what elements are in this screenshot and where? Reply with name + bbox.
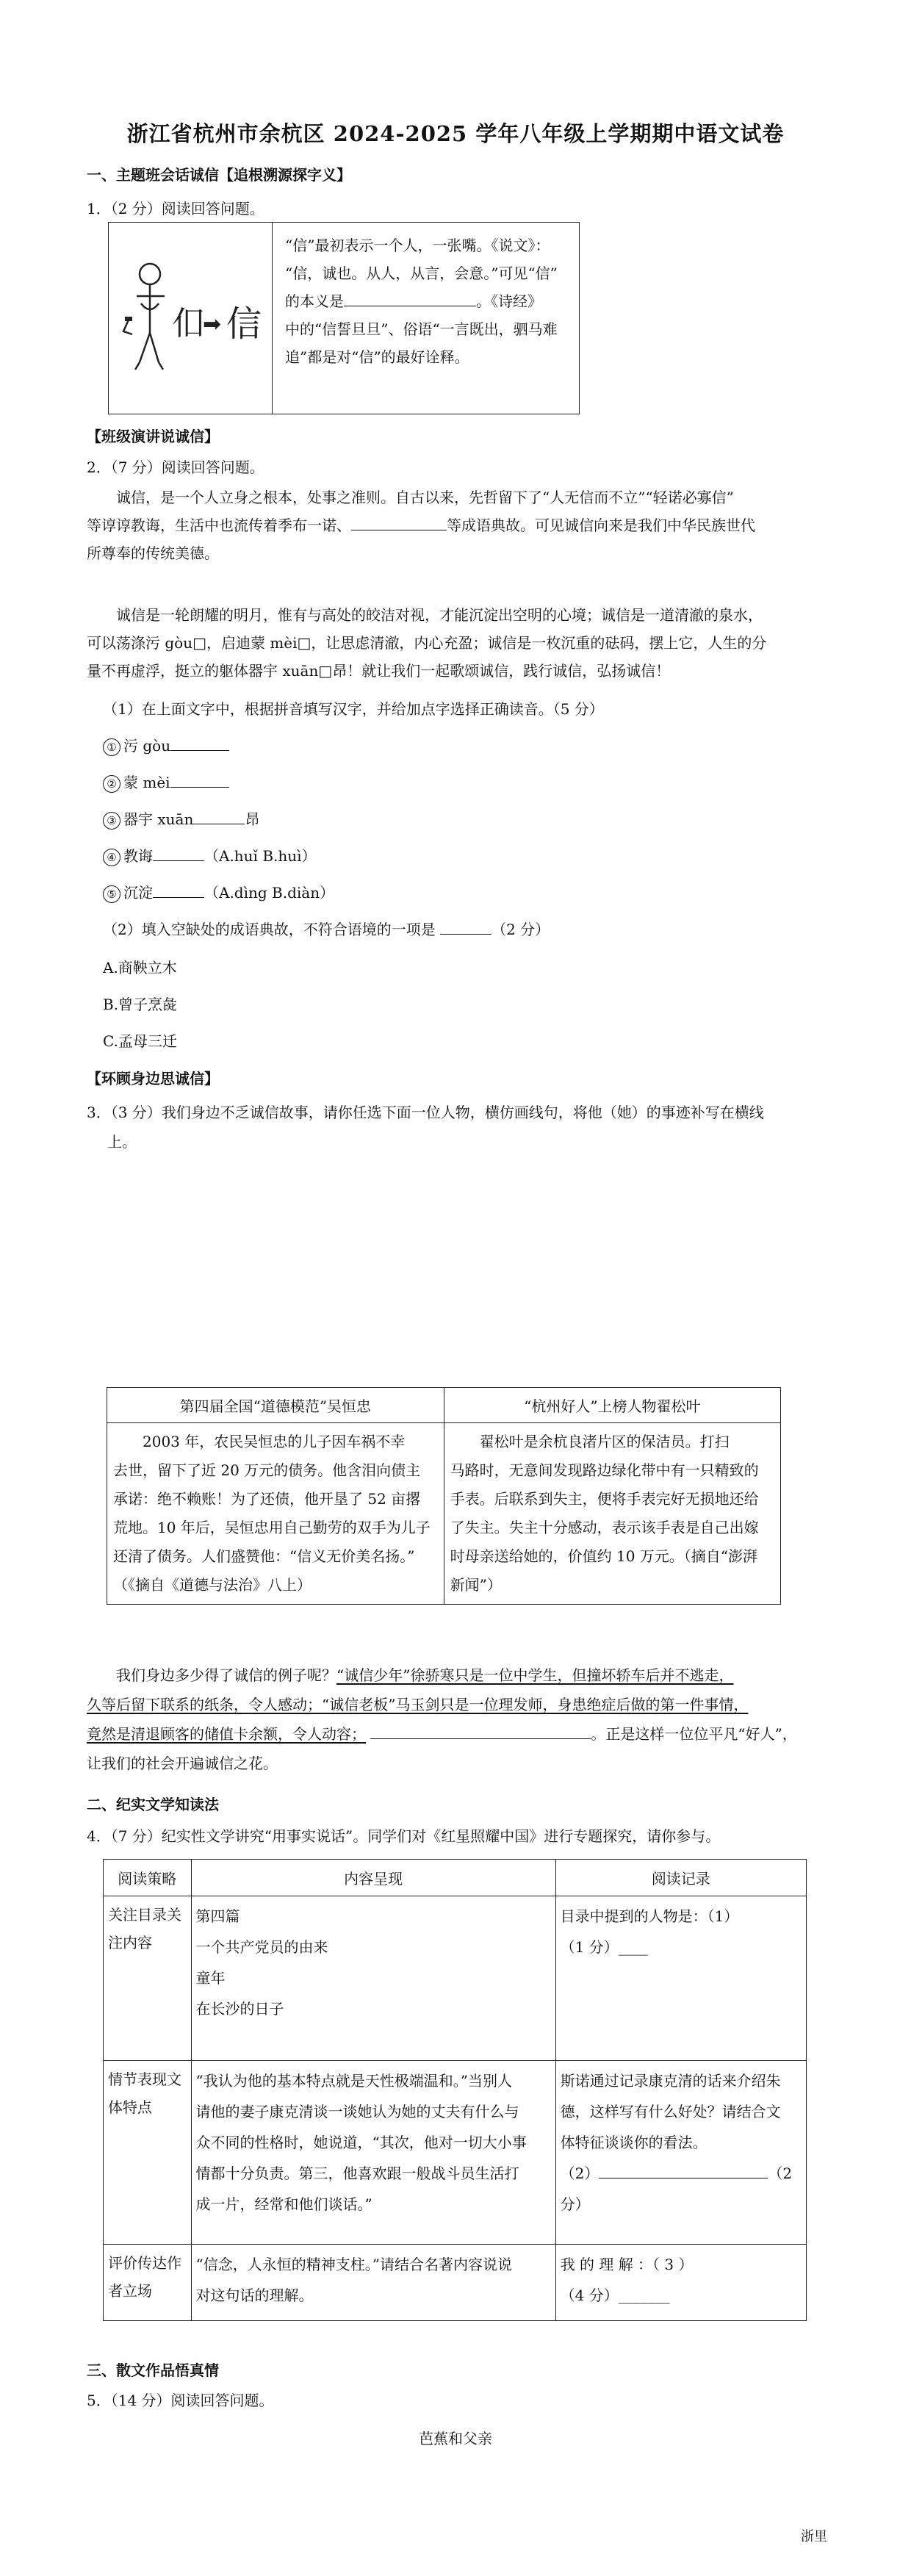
q2-sub-question-2: （2）填入空缺处的成语典故，不符合语境的一项是 （2 分） bbox=[103, 921, 550, 938]
ancient-xin-glyph-image bbox=[115, 245, 265, 392]
q5-number: 5．（14 分）阅读回答问题。 bbox=[87, 2392, 274, 2409]
q4-row2-content: “我认为他的基本特点就是天性极端温和。”当别人 请他的妻子康克清谈一谈她认为她的丈夫有什么与 众不同的性格时，她说道，“其次，他对一切大小事 情都十分负责。第三，他喜欢跟一般战斗员生活打 成一片，经常和他们谈话。” bbox=[191, 2061, 555, 2245]
q4-row3-strategy: 评价传达作 者立场 bbox=[104, 2245, 192, 2321]
q1-number: 1．（2 分）阅读回答问题。 bbox=[87, 200, 264, 217]
q4-row2-answer-blank[interactable] bbox=[599, 2165, 768, 2179]
q4-header-strategy: 阅读策略 bbox=[104, 1860, 192, 1896]
q2-option-b[interactable]: B.曾子烹彘 bbox=[103, 996, 178, 1013]
exam-title: 浙江省杭州市余杭区 2024-2025 学年八年级上学期期中语文试卷 bbox=[126, 121, 785, 146]
q2-paragraph-1: 诚信，是一个人立身之根本，处事之准则。自古以来，先哲留下了“人无信而不立”“轻诺必寡信” 等谆谆教诲，生活中也流传着季布一诺、 等成语典故。可见诚信向来是我们中华民族世代 所尊奉的传统美德。 bbox=[87, 489, 755, 562]
essay-title: 芭蕉和父亲 bbox=[419, 2430, 492, 2447]
q4-row1-strategy: 关注目录关 注内容 bbox=[104, 1896, 192, 2061]
q2-number: 2．（7 分）阅读回答问题。 bbox=[87, 458, 264, 476]
q1-line: “信”最初表示一个人，一张嘴。《说文》： bbox=[285, 237, 550, 254]
q4-reading-table bbox=[103, 1859, 807, 2321]
q4-header-record: 阅读记录 bbox=[555, 1860, 806, 1896]
q3-answer-paragraph: 我们身边多少得了诚信的例子呢？“诚信少年”徐骄寒只是一位中学生，但撞坏轿车后并不逃走， 久等后留下联系的纸条，令人感动；“诚信老板”马玉剑只是一位理发师，身患绝症后做的第一件事情， 竟然是清退顾客的储值卡余额，令人动容； 。正是这样一位位平凡“好人”， 让我们的社会开遍诚信之花。 bbox=[87, 1666, 797, 1772]
section-1-heading: 一、主题班会话诚信【追根溯源探字义】 bbox=[87, 166, 351, 184]
q2-item-2: ② 蒙 mèi bbox=[103, 771, 229, 794]
q4-row2-strategy: 情节表现文 体特点 bbox=[104, 2061, 192, 2245]
sub-heading-2: 【班级演讲说诚信】 bbox=[87, 428, 219, 445]
arrow-right-icon: ➡ bbox=[203, 312, 222, 337]
section-3-heading: 三、散文作品悟真情 bbox=[87, 2361, 219, 2379]
q1-line: “信，诚也。从人，从言，会意。”可见“信” bbox=[285, 265, 558, 282]
page-footer: 浙里 bbox=[801, 2529, 827, 2544]
q2-item-4: ④ 教诲 （A.huǐ B.huì） bbox=[103, 845, 317, 867]
q3-cell-right: 翟松叶是余杭良渚片区的保洁员。打扫 马路时，无意间发现路边绿化带中有一只精致的 手表。后联系到失主，便将手表完好无损地还给 了失主。失主十分感动，表示该手表是自己出嫁 时母亲送给她的，价值约 10 万元。（摘自“澎湃 新闻”） bbox=[444, 1423, 780, 1605]
glyph-yan: 㐰 bbox=[172, 305, 204, 342]
q3-header-right: “杭州好人”上榜人物翟松叶 bbox=[444, 1388, 780, 1423]
q4-row1-content: 第四篇 一个共产党员的由来 童年 在长沙的日子 bbox=[191, 1896, 555, 2061]
q2-paragraph-2: 诚信是一轮朗耀的明月，惟有与高处的皎洁对视，才能沉淀出空明的心境；诚信是一道清澈的泉水， 可以荡涤污 gòu□，启迪蒙 mèi□，让思虑清澈，内心充盈；诚信是一枚沉重的砝码，摆上它，人生的分 量不再虚浮，挺立的躯体器宇 xuān□昂！就让我们一起歌颂诚信，践行诚信，弘扬诚信！ bbox=[87, 606, 767, 680]
q1-line: 追”都是对“信”的最好诠释。 bbox=[285, 348, 469, 366]
q1-text bbox=[285, 231, 572, 371]
q2-item-5: ⑤ 沉淀 （A.dìng B.diàn） bbox=[103, 882, 334, 904]
q1-line-answer: 的本义是 。《诗经》 bbox=[285, 292, 542, 310]
q4-header-content: 内容呈现 bbox=[191, 1860, 555, 1896]
q3-people-table bbox=[107, 1387, 781, 1605]
q4-row3-content: “信念，人永恒的精神支柱。”请结合名著内容说说 对这句话的理解。 bbox=[191, 2245, 555, 2321]
section-2-heading: 二、纪实文学知读法 bbox=[87, 1796, 219, 1813]
q4-row3-record: 我 的 理 解 ：（ 3 ） （4 分）_______ bbox=[555, 2245, 806, 2321]
q2-item-1: ① 污 gòu bbox=[103, 735, 229, 757]
q3-answer-blank[interactable] bbox=[370, 1725, 591, 1739]
sub-heading-3: 【环顾身边思诚信】 bbox=[87, 1070, 219, 1087]
q3-number: 3．（3 分）我们身边不乏诚信故事，请你任选下面一位人物，横仿画线句，将他（她）的事迹补写在横线 上。 bbox=[87, 1104, 764, 1151]
q2-item-3: ③ 器宇 xuān 昂 bbox=[103, 808, 259, 830]
q1-figure-box bbox=[108, 222, 580, 414]
q4-row1-record: 目录中提到的人物是：（1） （1 分）____ bbox=[555, 1896, 806, 2061]
q2-option-c[interactable]: C.孟母三迁 bbox=[103, 1032, 177, 1050]
q2-option-a[interactable]: A.商鞅立木 bbox=[103, 959, 177, 976]
q2-choice-blank[interactable] bbox=[440, 921, 491, 935]
q4-number: 4．（7 分）纪实性文学讲究“用事实说话”。同学们对《红星照耀中国》进行专题探究，请你参与。 bbox=[87, 1827, 721, 1845]
q3-header-left: 第四届全国“道德模范”吴恒忠 bbox=[107, 1388, 444, 1423]
q1-answer-blank[interactable] bbox=[344, 292, 476, 306]
q3-cell-left: 2003 年，农民吴恒忠的儿子因车祸不幸 去世，留下了近 20 万元的债务。他含泪向债主 承诺：绝不赖账！为了还债，他开垦了 52 亩撂 荒地。10 年后，吴恒忠用自己勤劳的双手为儿子 还清了债务。人们盛赞他：“信义无价美名扬。” （《摘自《道德与法治》八上） bbox=[107, 1423, 444, 1605]
q1-line: 中的“信誓旦旦”、俗语“一言既出，驷马难 bbox=[285, 320, 558, 338]
q2-idiom-blank[interactable] bbox=[351, 517, 447, 530]
q2-sub-question-1: （1）在上面文字中，根据拼音填写汉字，并给加点字选择正确读音。（5 分） bbox=[103, 700, 604, 718]
q4-row2-record: 斯诺通过记录康克清的话来介绍朱 德，这样写有什么好处？请结合文 体特征谈谈你的看法。 （2） （2 分） bbox=[555, 2061, 806, 2245]
glyph-xin: 信 bbox=[226, 303, 262, 345]
